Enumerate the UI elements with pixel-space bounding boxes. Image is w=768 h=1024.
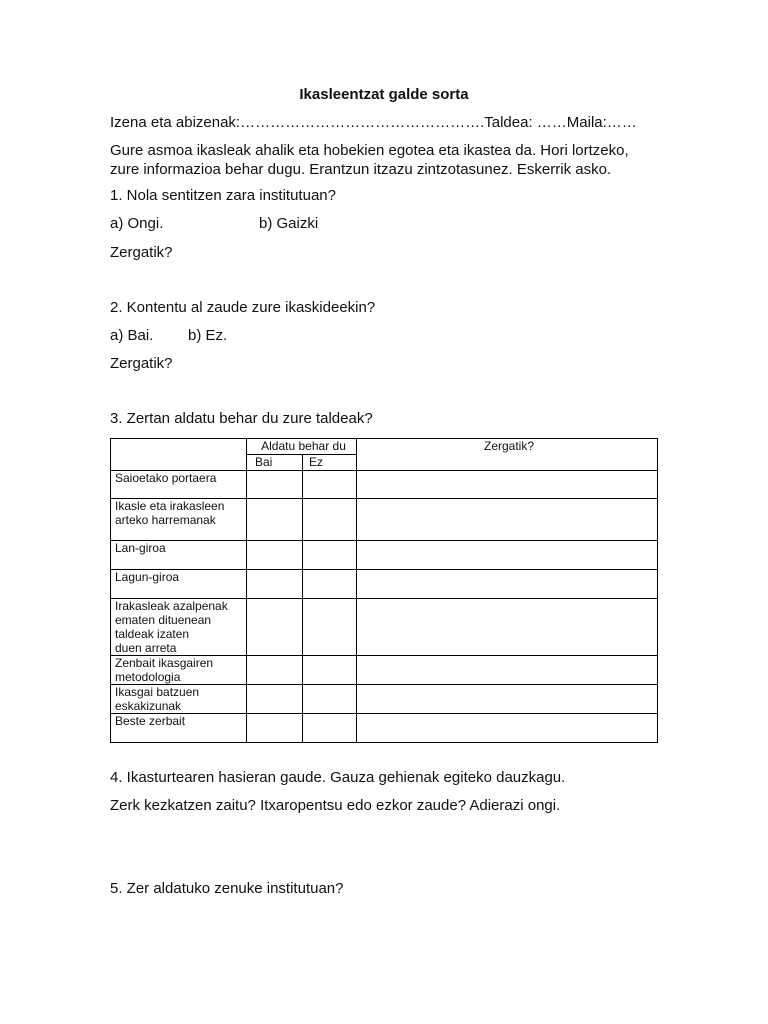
- no-cell[interactable]: [303, 570, 357, 599]
- why-cell[interactable]: [357, 471, 658, 499]
- yes-cell[interactable]: [247, 714, 303, 743]
- why-cell[interactable]: [357, 499, 658, 541]
- yes-cell[interactable]: [247, 499, 303, 541]
- row-label: Beste zerbait: [111, 714, 247, 743]
- row-label: Ikasgai batzuen eskakizunak: [111, 685, 247, 714]
- why-cell[interactable]: [357, 714, 658, 743]
- no-cell[interactable]: [303, 499, 357, 541]
- row-label: Lan-giroa: [111, 541, 247, 570]
- no-cell[interactable]: [303, 541, 357, 570]
- why-cell[interactable]: [357, 541, 658, 570]
- intro-line: Gure asmoa ikasleak ahalik eta hobekien egotea eta ikastea da. Hori lortzeko,: [110, 142, 629, 159]
- name-line: Izena eta abizenak:………………………………………….Taldea: ……Maila:……: [110, 114, 637, 131]
- yes-cell[interactable]: [247, 599, 303, 656]
- row-label: Zenbait ikasgairen metodologia: [111, 656, 247, 685]
- question-4: 4. Ikasturtearen hasieran gaude. Gauza gehienak egiteko dauzkagu.: [110, 769, 566, 786]
- q1-why: Zergatik?: [110, 244, 173, 261]
- why-cell[interactable]: [357, 599, 658, 656]
- no-cell[interactable]: [303, 471, 357, 499]
- why-cell[interactable]: [357, 685, 658, 714]
- question-4-followup: Zerk kezkatzen zaitu? Itxaropentsu edo ezkor zaude? Adierazi ongi.: [110, 797, 561, 814]
- intro-line: zure informazioa behar dugu. Erantzun itzazu zintzotasunez. Eskerrik asko.: [110, 161, 612, 178]
- no-cell[interactable]: [303, 685, 357, 714]
- yes-cell[interactable]: [247, 570, 303, 599]
- table-corner-cell: [111, 439, 247, 471]
- question-2: 2. Kontentu al zaude zure ikaskideekin?: [110, 299, 376, 316]
- row-label: Saioetako portaera: [111, 471, 247, 499]
- q2-why: Zergatik?: [110, 355, 173, 372]
- header-change: Aldatu behar du: [247, 439, 357, 455]
- yes-cell[interactable]: [247, 656, 303, 685]
- why-cell[interactable]: [357, 656, 658, 685]
- yes-cell[interactable]: [247, 471, 303, 499]
- header-no: Ez: [303, 455, 357, 471]
- question-1: 1. Nola sentitzen zara institutuan?: [110, 187, 336, 204]
- why-cell[interactable]: [357, 570, 658, 599]
- row-label: Ikasle eta irakasleen arteko harremanak: [111, 499, 247, 541]
- header-why: Zergatik?: [357, 439, 658, 471]
- no-cell[interactable]: [303, 714, 357, 743]
- q2-option-b: b) Ez.: [188, 327, 228, 344]
- question-5: 5. Zer aldatuko zenuke institutuan?: [110, 880, 344, 897]
- intro-paragraph: [110, 141, 670, 179]
- q2-option-a: a) Bai.: [110, 327, 154, 344]
- yes-cell[interactable]: [247, 685, 303, 714]
- row-label: Irakasleak azalpenak ematen dituenean taldeak izaten duen arreta: [111, 599, 247, 656]
- document-title: Ikasleentzat galde sorta: [299, 86, 469, 103]
- change-table: [110, 438, 658, 743]
- row-label: Lagun-giroa: [111, 570, 247, 599]
- q1-option-b: b) Gaizki: [259, 215, 319, 232]
- yes-cell[interactable]: [247, 541, 303, 570]
- no-cell[interactable]: [303, 656, 357, 685]
- header-yes: Bai: [247, 455, 303, 471]
- no-cell[interactable]: [303, 599, 357, 656]
- q1-option-a: a) Ongi.: [110, 215, 164, 232]
- question-3: 3. Zertan aldatu behar du zure taldeak?: [110, 410, 373, 427]
